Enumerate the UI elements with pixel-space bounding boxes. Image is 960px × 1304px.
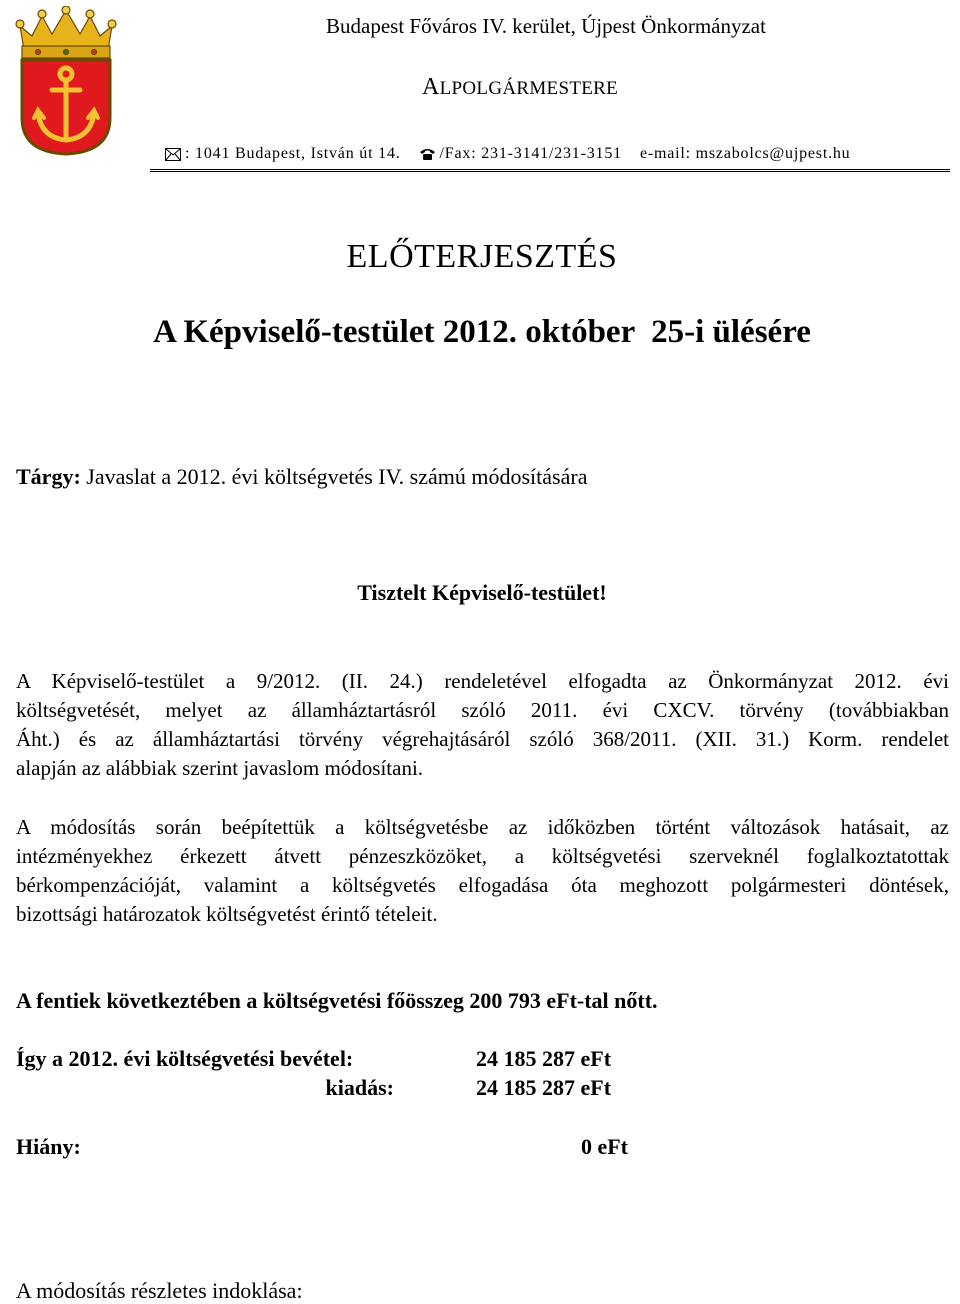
email-text[interactable]: e-mail: mszabolcs@ujpest.hu: [639, 145, 851, 162]
document-title: ELŐTERJESZTÉS: [346, 238, 618, 275]
subject-line: [16, 464, 587, 490]
expense-value: 24 185 287 eFt: [476, 1075, 612, 1100]
paragraph-line: költségvetését, melyet az államháztartásról szóló 2011. évi CXCV. törvény (továbbiakban: [16, 698, 949, 722]
details-heading: A módosítás részletes indoklása:: [16, 1278, 303, 1303]
office-title-initial: A: [422, 74, 440, 100]
paragraph-line: bizottsági határozatok költségvetést érintő tételeit.: [16, 902, 438, 926]
office-title-rest: LPOLGÁRMESTERE: [439, 78, 619, 99]
paragraph-intro: [16, 667, 949, 783]
paragraph-changes: [16, 813, 949, 929]
subject-label: Tárgy:: [16, 464, 81, 489]
office-title: [422, 74, 618, 101]
salutation: Tisztelt Képviselő-testület!: [357, 580, 607, 605]
subject-text: Javaslat a 2012. évi költségvetés IV. számú módosítására: [86, 464, 588, 489]
address-text: : 1041 Budapest, István út 14.: [185, 145, 401, 162]
revenue-label: Így a 2012. évi költségvetési bevétel:: [16, 1046, 354, 1071]
envelope-icon: [165, 148, 181, 161]
paragraph-line: bérkompenzációját, valamint a költségvetés elfogadása óta meghozott polgármesteri döntések,: [16, 873, 949, 897]
deficit-value: 0 eFt: [580, 1134, 628, 1159]
meeting-heading: A Képviselő-testület 2012. október 25-i ülésére: [153, 314, 811, 350]
office-name: Budapest Főváros IV. kerület, Újpest Önkormányzat: [326, 14, 766, 38]
phone-icon: [419, 147, 436, 161]
paragraph-line: Áht.) és az államháztartási törvény végrehajtásáról szóló 368/2011. (XII. 31.) Korm. rendelet: [16, 727, 949, 751]
crown: [16, 6, 116, 58]
crest-logo: [14, 6, 118, 156]
expense-label: kiadás:: [325, 1075, 394, 1100]
header-divider: [150, 169, 950, 172]
contact-line: [165, 145, 850, 163]
paragraph-line: intézményekhez érkezett átvett pénzeszközöket, a költségvetési szerveknél foglalkoztatottak: [16, 844, 949, 868]
revenue-value: 24 185 287 eFt: [476, 1046, 612, 1071]
deficit-label: Hiány:: [16, 1134, 81, 1159]
phone-text: /Fax: 231-3141/231-3151: [439, 145, 622, 162]
paragraph-line: alapján az alábbiak szerint javaslom módosítani.: [16, 756, 424, 780]
paragraph-line: A Képviselő-testület a 9/2012. (II. 24.) rendeletével elfogadta az Önkormányzat 2012. évi: [16, 669, 949, 693]
paragraph-line: A módosítás során beépítettük a költségvetésbe az időközben történt változások hatásait, az: [16, 815, 949, 839]
summary-statement: A fentiek következtében a költségvetési főösszeg 200 793 eFt-tal nőtt.: [16, 988, 658, 1013]
